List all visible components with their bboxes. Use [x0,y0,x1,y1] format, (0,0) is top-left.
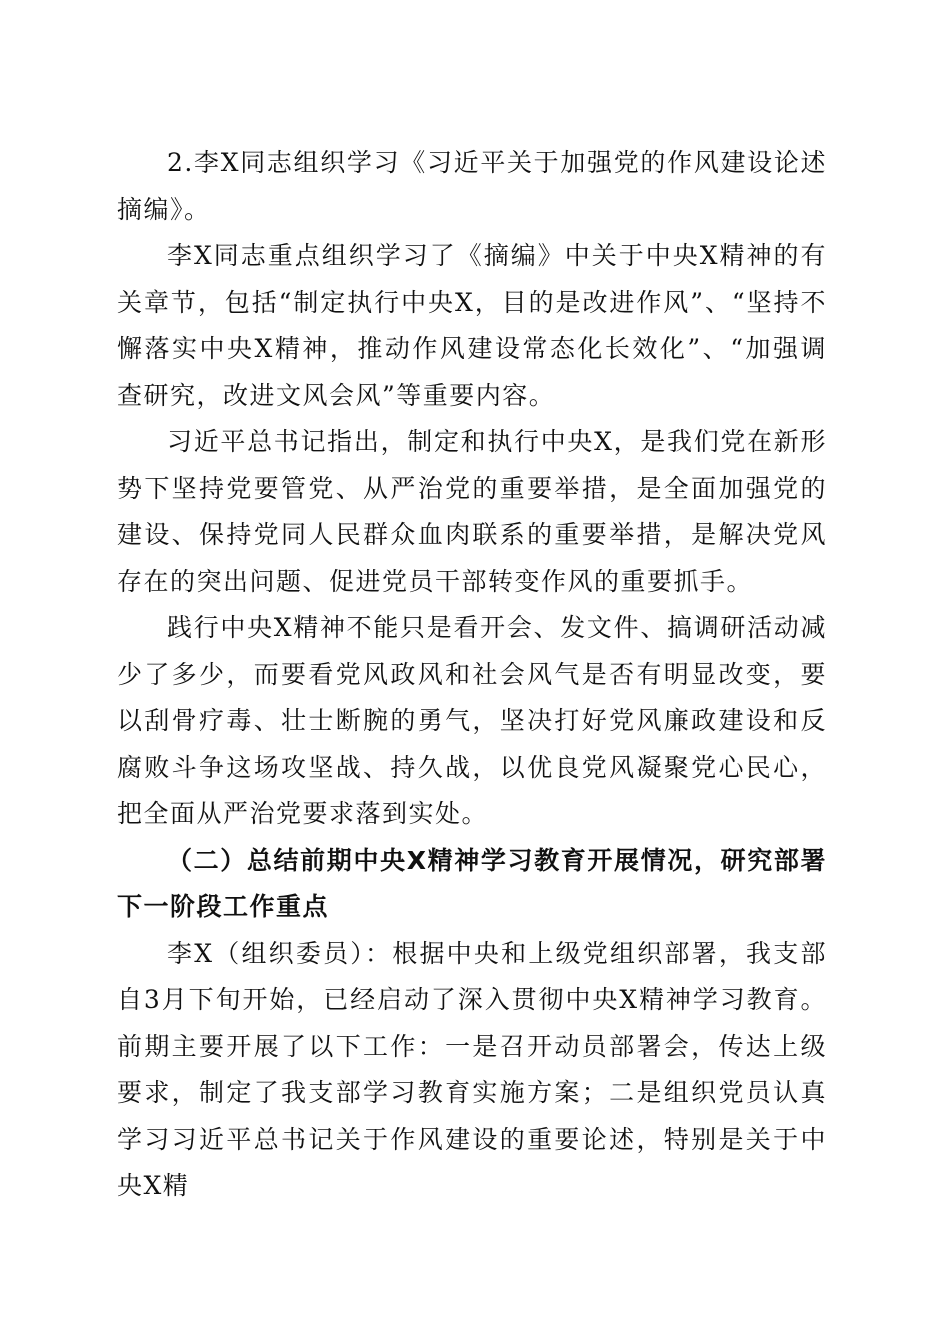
paragraph-quote-general-secretary: 习近平总书记指出，制定和执行中央X，是我们党在新形势下坚持党要管党、从严治党的重要举措，是全面加强党的建设、保持党同人民群众血肉联系的重要举措，是解决党风存在的突出问题、促进党员干部转变作风的重要抓手。 [117,427,827,596]
document-body [117,140,827,1210]
paragraph-study-item-2: 2.李X同志组织学习《习近平关于加强党的作风建设论述摘编》。 [117,148,827,224]
paragraph-organization-report: 李X（组织委员）：根据中央和上级党组织部署，我支部自3月下旬开始，已经启动了深入贯彻中央X精神学习教育。前期主要开展了以下工作：一是召开动员部署会，传达上级要求，制定了我支部学习教育实施方案；二是组织党员认真学习习近平总书记关于作风建设的重要论述，特别是关于中央X精 [117,938,827,1200]
paragraph-study-content: 李X同志重点组织学习了《摘编》中关于中央X精神的有关章节，包括“制定执行中央X，目的是改进作风”、“坚持不懈落实中央X精神，推动作风建设常态化长效化”、“加强调查研究，改进文风会风”等重要内容。 [117,241,827,410]
paragraph-practice-spirit: 践行中央X精神不能只是看开会、发文件、搞调研活动减少了多少，而要看党风政风和社会风气是否有明显改变，要以刮骨疗毒、壮士断腕的勇气，坚决打好党风廉政建设和反腐败斗争这场攻坚战、持久战，以优良党风凝聚党心民心，把全面从严治党要求落到实处。 [117,613,827,828]
section-heading-2: （二）总结前期中央X精神学习教育开展情况，研究部署下一阶段工作重点 [117,845,827,921]
